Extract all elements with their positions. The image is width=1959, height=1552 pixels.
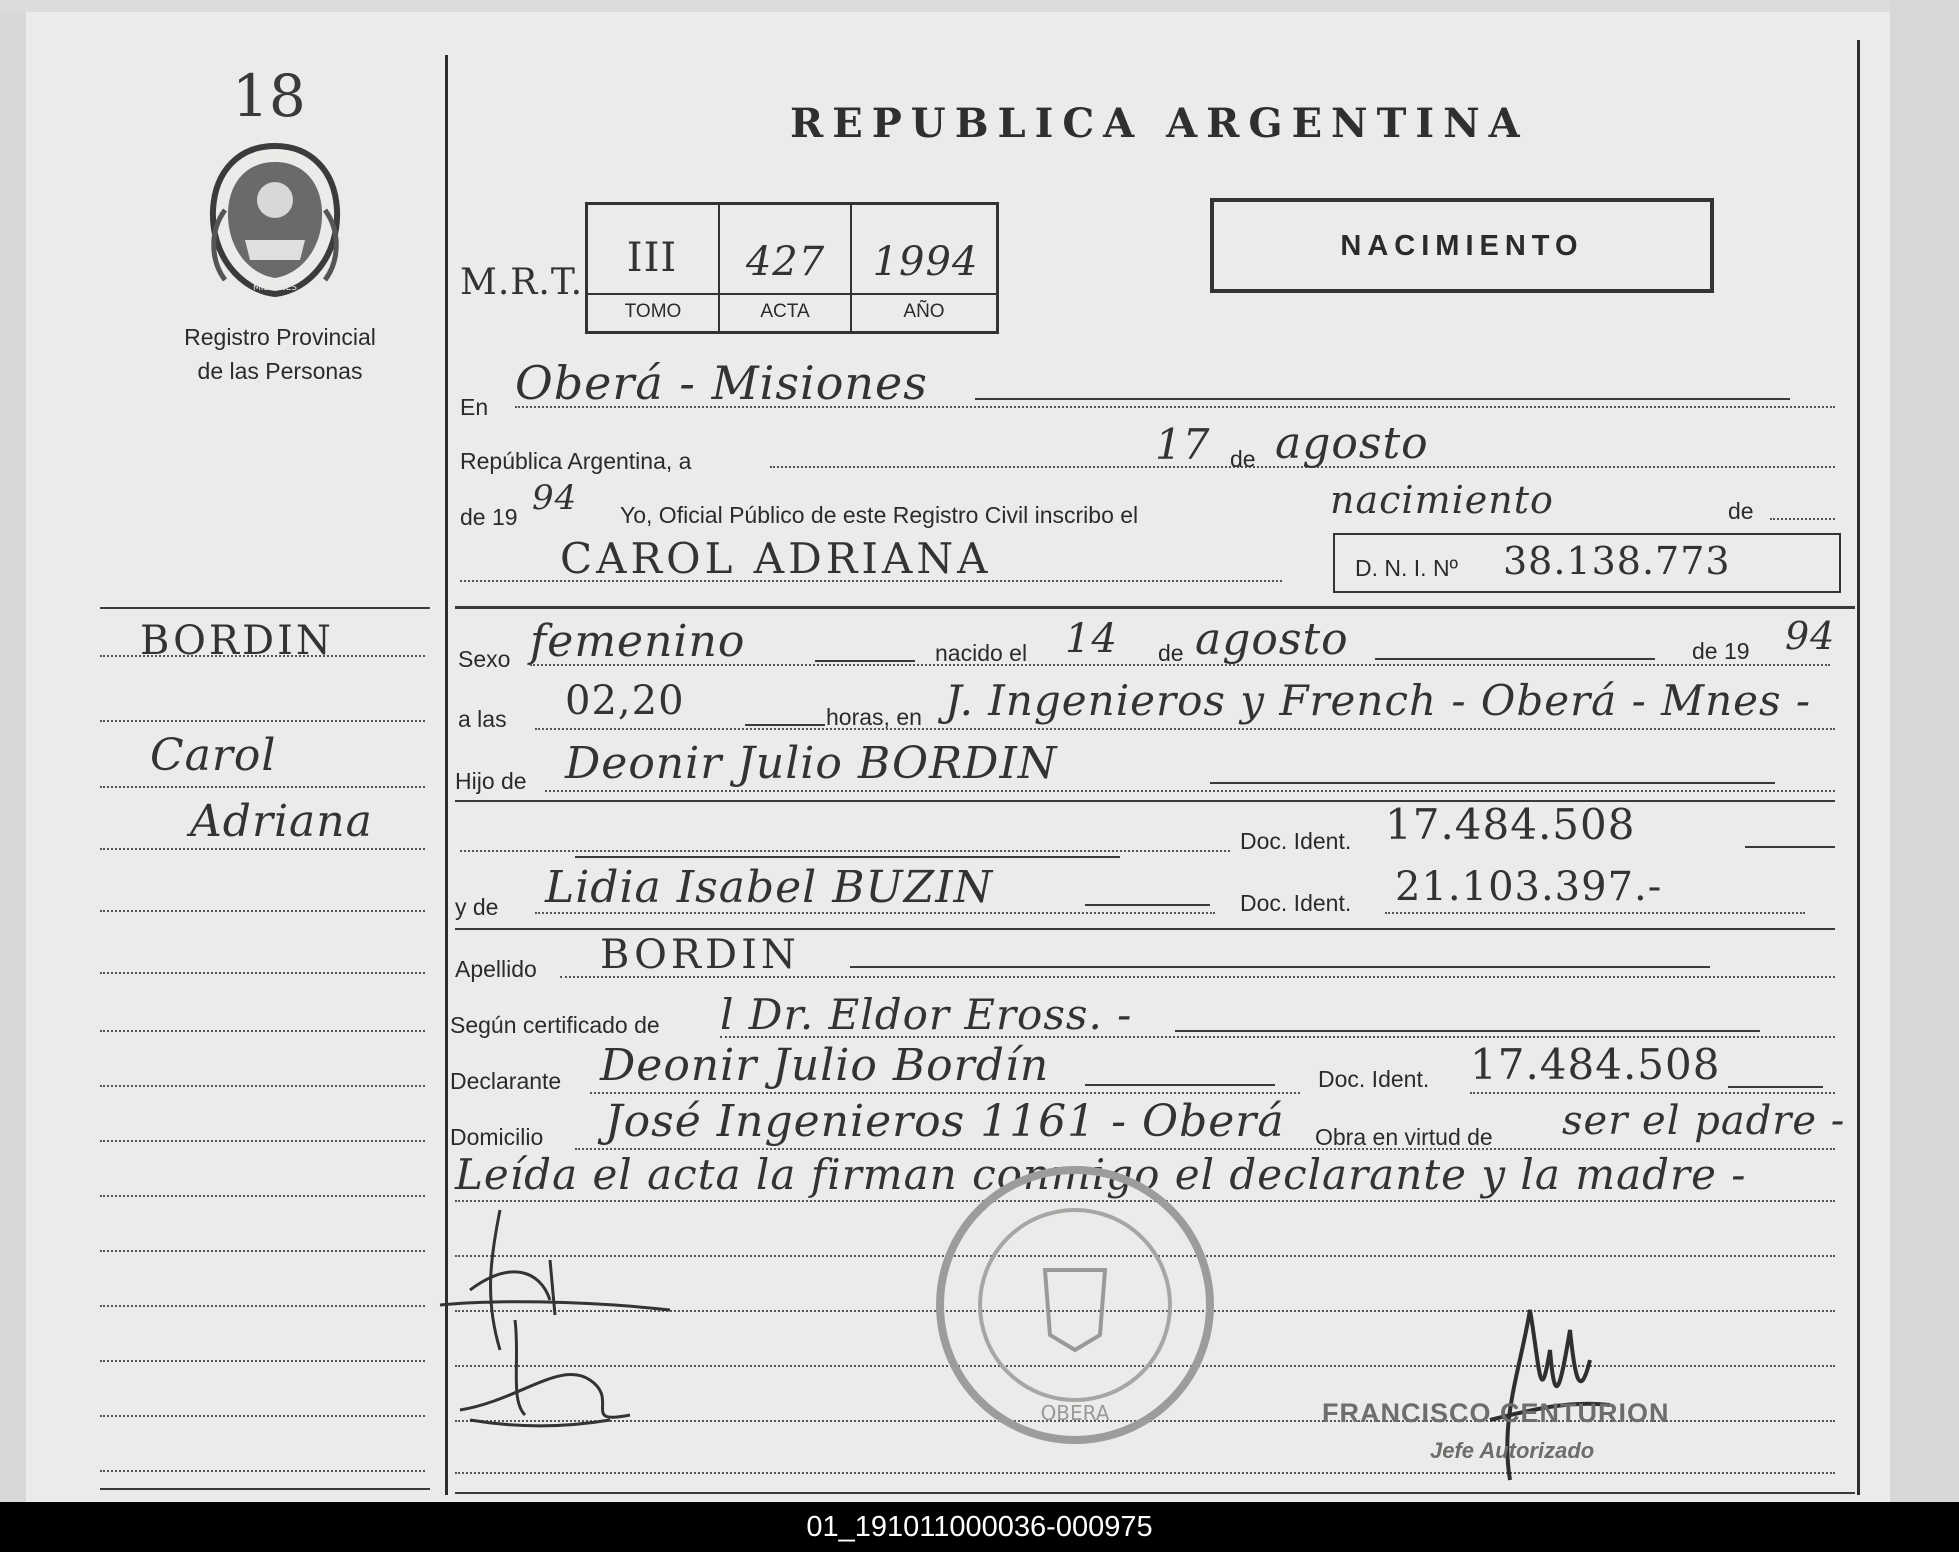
apellido-dotted-line — [560, 976, 1835, 978]
segun-label: Según certificado de — [450, 1012, 660, 1038]
tomo-label: TOMO — [624, 301, 682, 322]
de-label-2: de — [1158, 640, 1184, 666]
svg-text:PROVINCIA: PROVINCIA — [250, 153, 300, 163]
segun-value: l Dr. Eldor Eross. - — [720, 990, 1133, 1039]
margin-line — [100, 1250, 425, 1252]
mother-dotted-line — [535, 912, 1215, 914]
acta-value: 427 — [745, 239, 826, 285]
yo-text: Yo, Oficial Público de este Registro Civil inscribo el — [620, 502, 1139, 528]
bottom-rule — [455, 1492, 1855, 1494]
month-value: agosto — [1275, 418, 1429, 469]
en-value: Oberá - Misiones — [515, 356, 928, 410]
mrt-reference-box — [585, 202, 999, 334]
margin-top-rule — [100, 607, 430, 609]
domicilio-label: Domicilio — [450, 1124, 544, 1150]
declarante-doc-dotted-line — [1470, 1092, 1835, 1094]
mother-doc-dotted-line — [1385, 912, 1805, 914]
margin-line — [100, 972, 425, 974]
hour-value: 02,20 — [565, 678, 685, 724]
margin-line — [100, 1140, 425, 1142]
svg-text:OBERA: OBERA — [1040, 1401, 1110, 1425]
segun-dotted-line — [720, 1036, 1835, 1038]
closing-text: Leída el acta la firman conmigo el declarante y la madre - — [455, 1150, 1747, 1199]
year-value: 94 — [532, 478, 578, 518]
inscribo-value: nacimiento — [1330, 478, 1554, 522]
place-dotted-line — [535, 728, 1835, 730]
margin-line — [100, 1195, 425, 1197]
de-label: de — [1230, 446, 1256, 472]
apellido-value: BORDIN — [600, 932, 800, 978]
margin-line — [100, 1415, 425, 1417]
de-dotted-line — [1770, 518, 1835, 520]
apellido-label: Apellido — [455, 956, 537, 982]
country-title: REPUBLICA ARGENTINA — [790, 100, 1529, 147]
place-value: J. Ingenieros y French - Oberá - Mnes - — [945, 676, 1812, 725]
republica-label: República Argentina, a — [460, 448, 692, 474]
birth-month-line — [1375, 658, 1655, 660]
margin-middle-name: Adriana — [190, 796, 373, 847]
mother-doc: 21.103.397.- — [1395, 864, 1663, 910]
svg-text:MISIONES: MISIONES — [252, 283, 298, 293]
doc-ident-label: Doc. Ident. — [1240, 828, 1352, 854]
registry-line-1: Registro Provincial — [184, 324, 376, 350]
obra-value: ser el padre - — [1562, 1098, 1846, 1144]
margin-line — [100, 910, 425, 912]
margin-line — [100, 1470, 425, 1472]
margin-first-name: Carol — [150, 730, 277, 781]
dni-box — [1333, 533, 1841, 593]
father-doc-line — [1745, 846, 1835, 848]
father-doc: 17.484.508 — [1385, 800, 1636, 849]
page-edge-right — [1890, 0, 1959, 1502]
domicilio-value: José Ingenieros 1161 - Oberá — [605, 1096, 1285, 1147]
apellido-line — [850, 966, 1710, 968]
declarante-dotted-line — [590, 1092, 1300, 1094]
father-line — [1210, 782, 1775, 784]
doc-ident-label-3: Doc. Ident. — [1318, 1066, 1430, 1092]
section-rule — [455, 606, 1855, 609]
official-title-stamp: Jefe Autorizado — [1430, 1438, 1595, 1463]
dni-value: 38.138.773 — [1503, 539, 1731, 583]
page-number: 18 — [232, 62, 306, 130]
obra-label: Obra en virtud de — [1315, 1124, 1493, 1150]
name-dotted-line — [460, 580, 1282, 582]
tomo-value: III — [626, 235, 678, 281]
mrt-label: M.R.T. — [460, 262, 584, 303]
right-border — [1857, 40, 1860, 1495]
name-value: CAROL ADRIANA — [560, 534, 992, 583]
de-19-label: de 19 — [460, 504, 518, 530]
hijo-label: Hijo de — [455, 768, 527, 794]
father-extra-line — [575, 856, 1120, 858]
margin-line — [100, 1305, 425, 1307]
hour-line — [745, 724, 825, 726]
declarante-doc-line — [1728, 1086, 1823, 1088]
y-de-label: y de — [455, 894, 499, 920]
official-name-stamp: FRANCISCO CENTURION — [1322, 1398, 1670, 1428]
horas-label: horas, en — [826, 704, 922, 730]
declarante-doc: 17.484.508 — [1470, 1040, 1721, 1089]
birth-day: 14 — [1065, 616, 1118, 662]
official-seal-icon — [930, 1160, 1220, 1450]
declarant-signature-icon — [430, 1200, 710, 1440]
image-id-caption: 01_191011000036-000975 — [0, 1502, 1959, 1552]
en-line — [975, 398, 1790, 400]
declarante-line — [1085, 1084, 1275, 1086]
margin-line — [100, 1030, 425, 1032]
margin-line — [100, 848, 425, 850]
sexo-dotted-line — [530, 664, 1830, 666]
sexo-label: Sexo — [458, 646, 511, 672]
nacido-label: nacido el — [935, 640, 1028, 666]
page-edge-top — [0, 0, 1959, 12]
birth-year: 94 — [1785, 614, 1836, 658]
mother-line — [1085, 904, 1210, 906]
en-label: En — [460, 394, 489, 420]
dni-label: D. N. I. Nº — [1355, 555, 1458, 581]
anio-value: 1994 — [872, 239, 979, 285]
provincial-coat-of-arms-icon — [205, 140, 345, 300]
a-las-label: a las — [458, 706, 507, 732]
acta-label: ACTA — [760, 301, 810, 322]
anio-label: AÑO — [903, 301, 945, 322]
declarante-label: Declarante — [450, 1068, 562, 1094]
mother-value: Lidia Isabel BUZIN — [545, 862, 994, 913]
segun-line — [1175, 1030, 1760, 1032]
margin-line — [100, 720, 425, 722]
record-type: NACIMIENTO — [1340, 230, 1584, 262]
margin-surname: BORDIN — [140, 618, 334, 664]
de-trailing: de — [1728, 498, 1754, 524]
declarante-value: Deonir Julio Bordín — [600, 1040, 1050, 1091]
day-value: 17 — [1155, 420, 1211, 469]
mother-rule — [455, 928, 1835, 930]
margin-bottom-rule — [100, 1488, 430, 1490]
en-dotted-line — [515, 406, 1835, 408]
page-edge-left — [0, 0, 26, 1502]
blank-dotted-line — [455, 1472, 1835, 1474]
father-extra-dotted-line — [460, 850, 1230, 852]
de-19-label-2: de 19 — [1692, 638, 1750, 664]
father-value: Deonir Julio BORDIN — [565, 738, 1058, 789]
father-dotted-line — [545, 790, 1835, 792]
birth-month: agosto — [1195, 614, 1349, 665]
sexo-line — [815, 660, 915, 662]
margin-line — [100, 786, 425, 788]
margin-line — [100, 1360, 425, 1362]
registry-name — [150, 320, 410, 388]
margin-line — [100, 1085, 425, 1087]
registry-line-2: de las Personas — [197, 358, 363, 384]
sexo-value: femenino — [530, 616, 746, 667]
doc-ident-label-2: Doc. Ident. — [1240, 890, 1352, 916]
record-type-box — [1210, 198, 1714, 293]
